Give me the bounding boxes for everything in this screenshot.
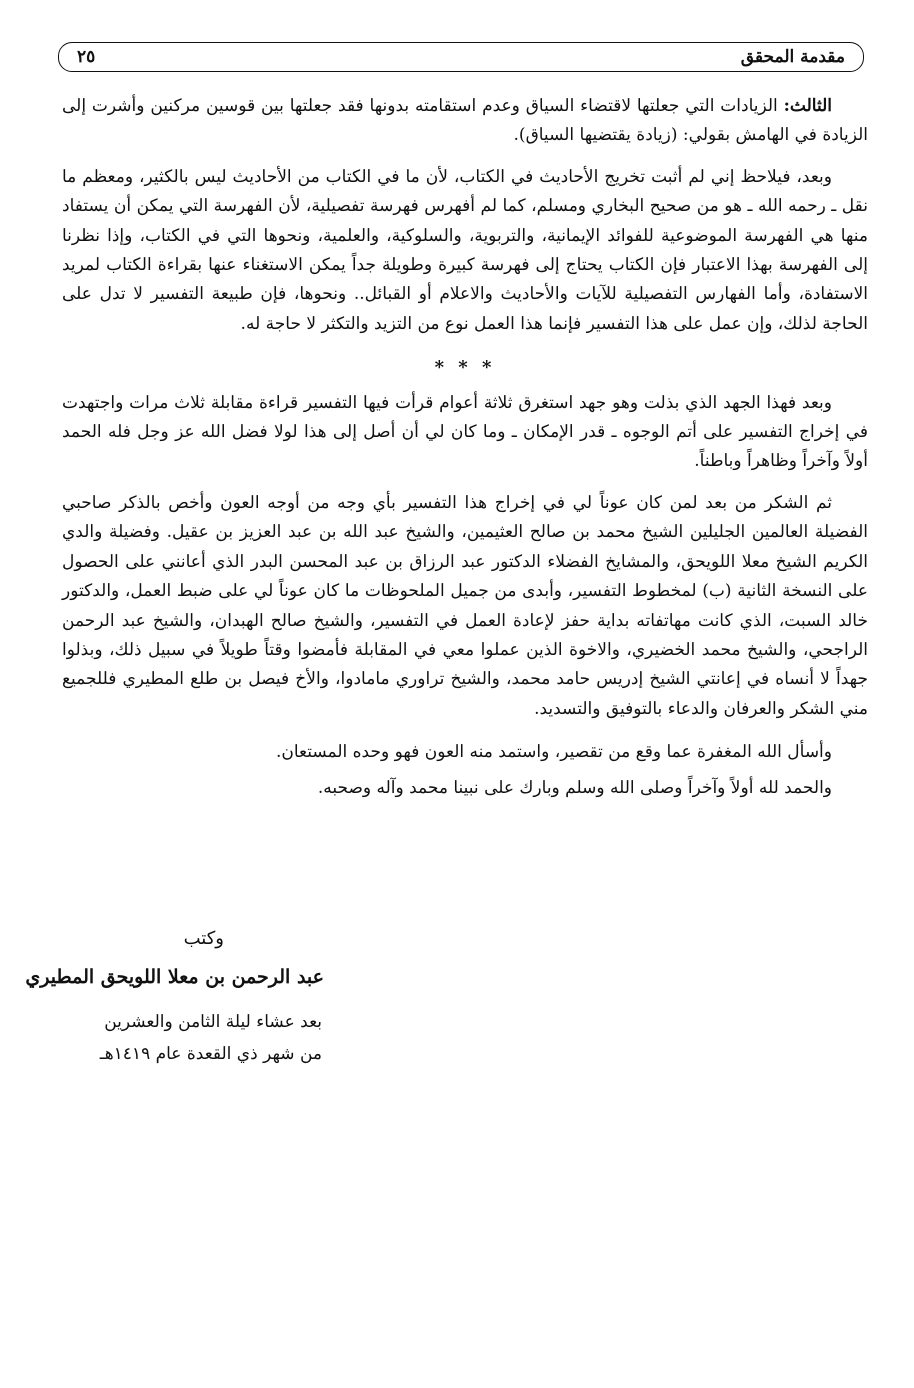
- running-header: [58, 42, 864, 72]
- paragraph-indexing: وبعد، فيلاحظ إني لم أثبت تخريج الأحاديث في الكتاب، لأن ما في الكتاب من الأحاديث ليس بالكثير، ومعظم ما نقل ـ رحمه الله ـ هو من صحيح البخاري ومسلم، كما لم أفهرس فهرسة تفصيلية، لأن الفهرسة التي يمكن أن يستفاد منها هي الفهرسة الموضوعية للفوائد الإيمانية، والتربوية، والسلوكية، والعلمية، ونحوها التي في الكتاب، وإذا نظرنا إلى الفهرسة بهذا الاعتبار فإن الكتاب يحتاج إلى فهرسة كبيرة وطويلة جداً يمكن الاستغناء عنها بقراءة الكتاب لمريد الاستفادة، وأما الفهارس التفصيلية للآيات والأحاديث والاعلام أو القبائل.. ونحوها، فإن طبيعة التفسير لا تدل على الحاجة لذلك، وإن عمل على هذا التفسير فإنما هذا العمل نوع من التزيد والتكثر لا حاجة له.: [62, 166, 868, 334]
- body-text: [62, 92, 868, 803]
- signature-date-line-1: بعد عشاء ليلة الثامن والعشرين: [104, 1012, 322, 1032]
- page-number: ٢٥: [77, 47, 96, 67]
- paragraph-forgiveness: وأسأل الله المغفرة عما وقع من تقصير، واستمد منه العون فهو وحده المستعان.: [275, 742, 832, 763]
- paragraph-text: الزيادات التي جعلتها لاقتضاء السياق وعدم استقامته بدونها فقد جعلتها بين قوسين مركنين وأشرت إلى الزيادة في الهامش بقولي: (زيادة يقتضيها السياق).: [62, 96, 868, 146]
- paragraph-thanks: ثم الشكر من بعد لمن كان عوناً لي في إخراج هذا التفسير بأي وجه من أوجه العون وأخص بالذكر صاحبي الفضيلة العالمين الجليلين الشيخ محمد بن صالح العثيمين، والشيخ عبد الله بن عبد العزيز بن عقيل. وفضيلة والدي الكريم الشيخ معلا اللويحق، والمشايخ الفضلاء الدكتور عبد الرزاق بن عبد المحسن البدر الذي أعانني على الحصول على النسخة الثانية (ب) لمخطوط التفسير، وأبدى من جميل الملحوظات ما كان عوناً لي على ضبط العمل، والدكتور خالد السبت، الذي كانت مهاتفاته بداية حفز لإعادة العمل في التفسير، والشيخ صالح الهبدان، والشيخ عبد الرحمن الراجحي، والشيخ محمد الخضيري، والاخوة الذين عملوا معي في المقابلة فأمضوا وقتاً طويلاً في سبيل ذلك، وبذلوا جهداً لا أنساه في إعانتي الشيخ إدريس حامد محمد، والشيخ تراوري مامادوا، والأخ فيصل بن طلع المطيري فللجميع مني الشكر والعرفان والدعاء بالتوفيق والتسديد.: [62, 492, 868, 719]
- header-title: مقدمة المحقق: [740, 47, 845, 67]
- signature-date-line-2: من شهر ذي القعدة عام ١٤١٩هـ: [99, 1044, 322, 1064]
- paragraph-third-point: [62, 92, 868, 151]
- section-separator: * * *: [434, 357, 496, 379]
- paragraph-effort: وبعد فهذا الجهد الذي بذلت وهو جهد استغرق ثلاثة أعوام قرأت فيها التفسير قراءة مقابلة ثلاث مرات واجتهدت في إخراج التفسير على أتم الوجوه ـ قدر الإمكان ـ وما كان لي أن أصل إلى هذا لولا فضل الله عز وجل فله الحمد أولاً وآخراً وظاهراً وباطناً.: [62, 392, 868, 472]
- paragraph-lead: الثالث:: [783, 96, 832, 116]
- signature-author: عبد الرحمن بن معلا اللويحق المطيري: [25, 966, 324, 988]
- paragraph-praise: والحمد لله أولاً وآخراً وصلى الله وسلم وبارك على نبينا محمد وآله وصحبه.: [317, 777, 832, 798]
- signature-wrote: وكتب: [183, 928, 224, 949]
